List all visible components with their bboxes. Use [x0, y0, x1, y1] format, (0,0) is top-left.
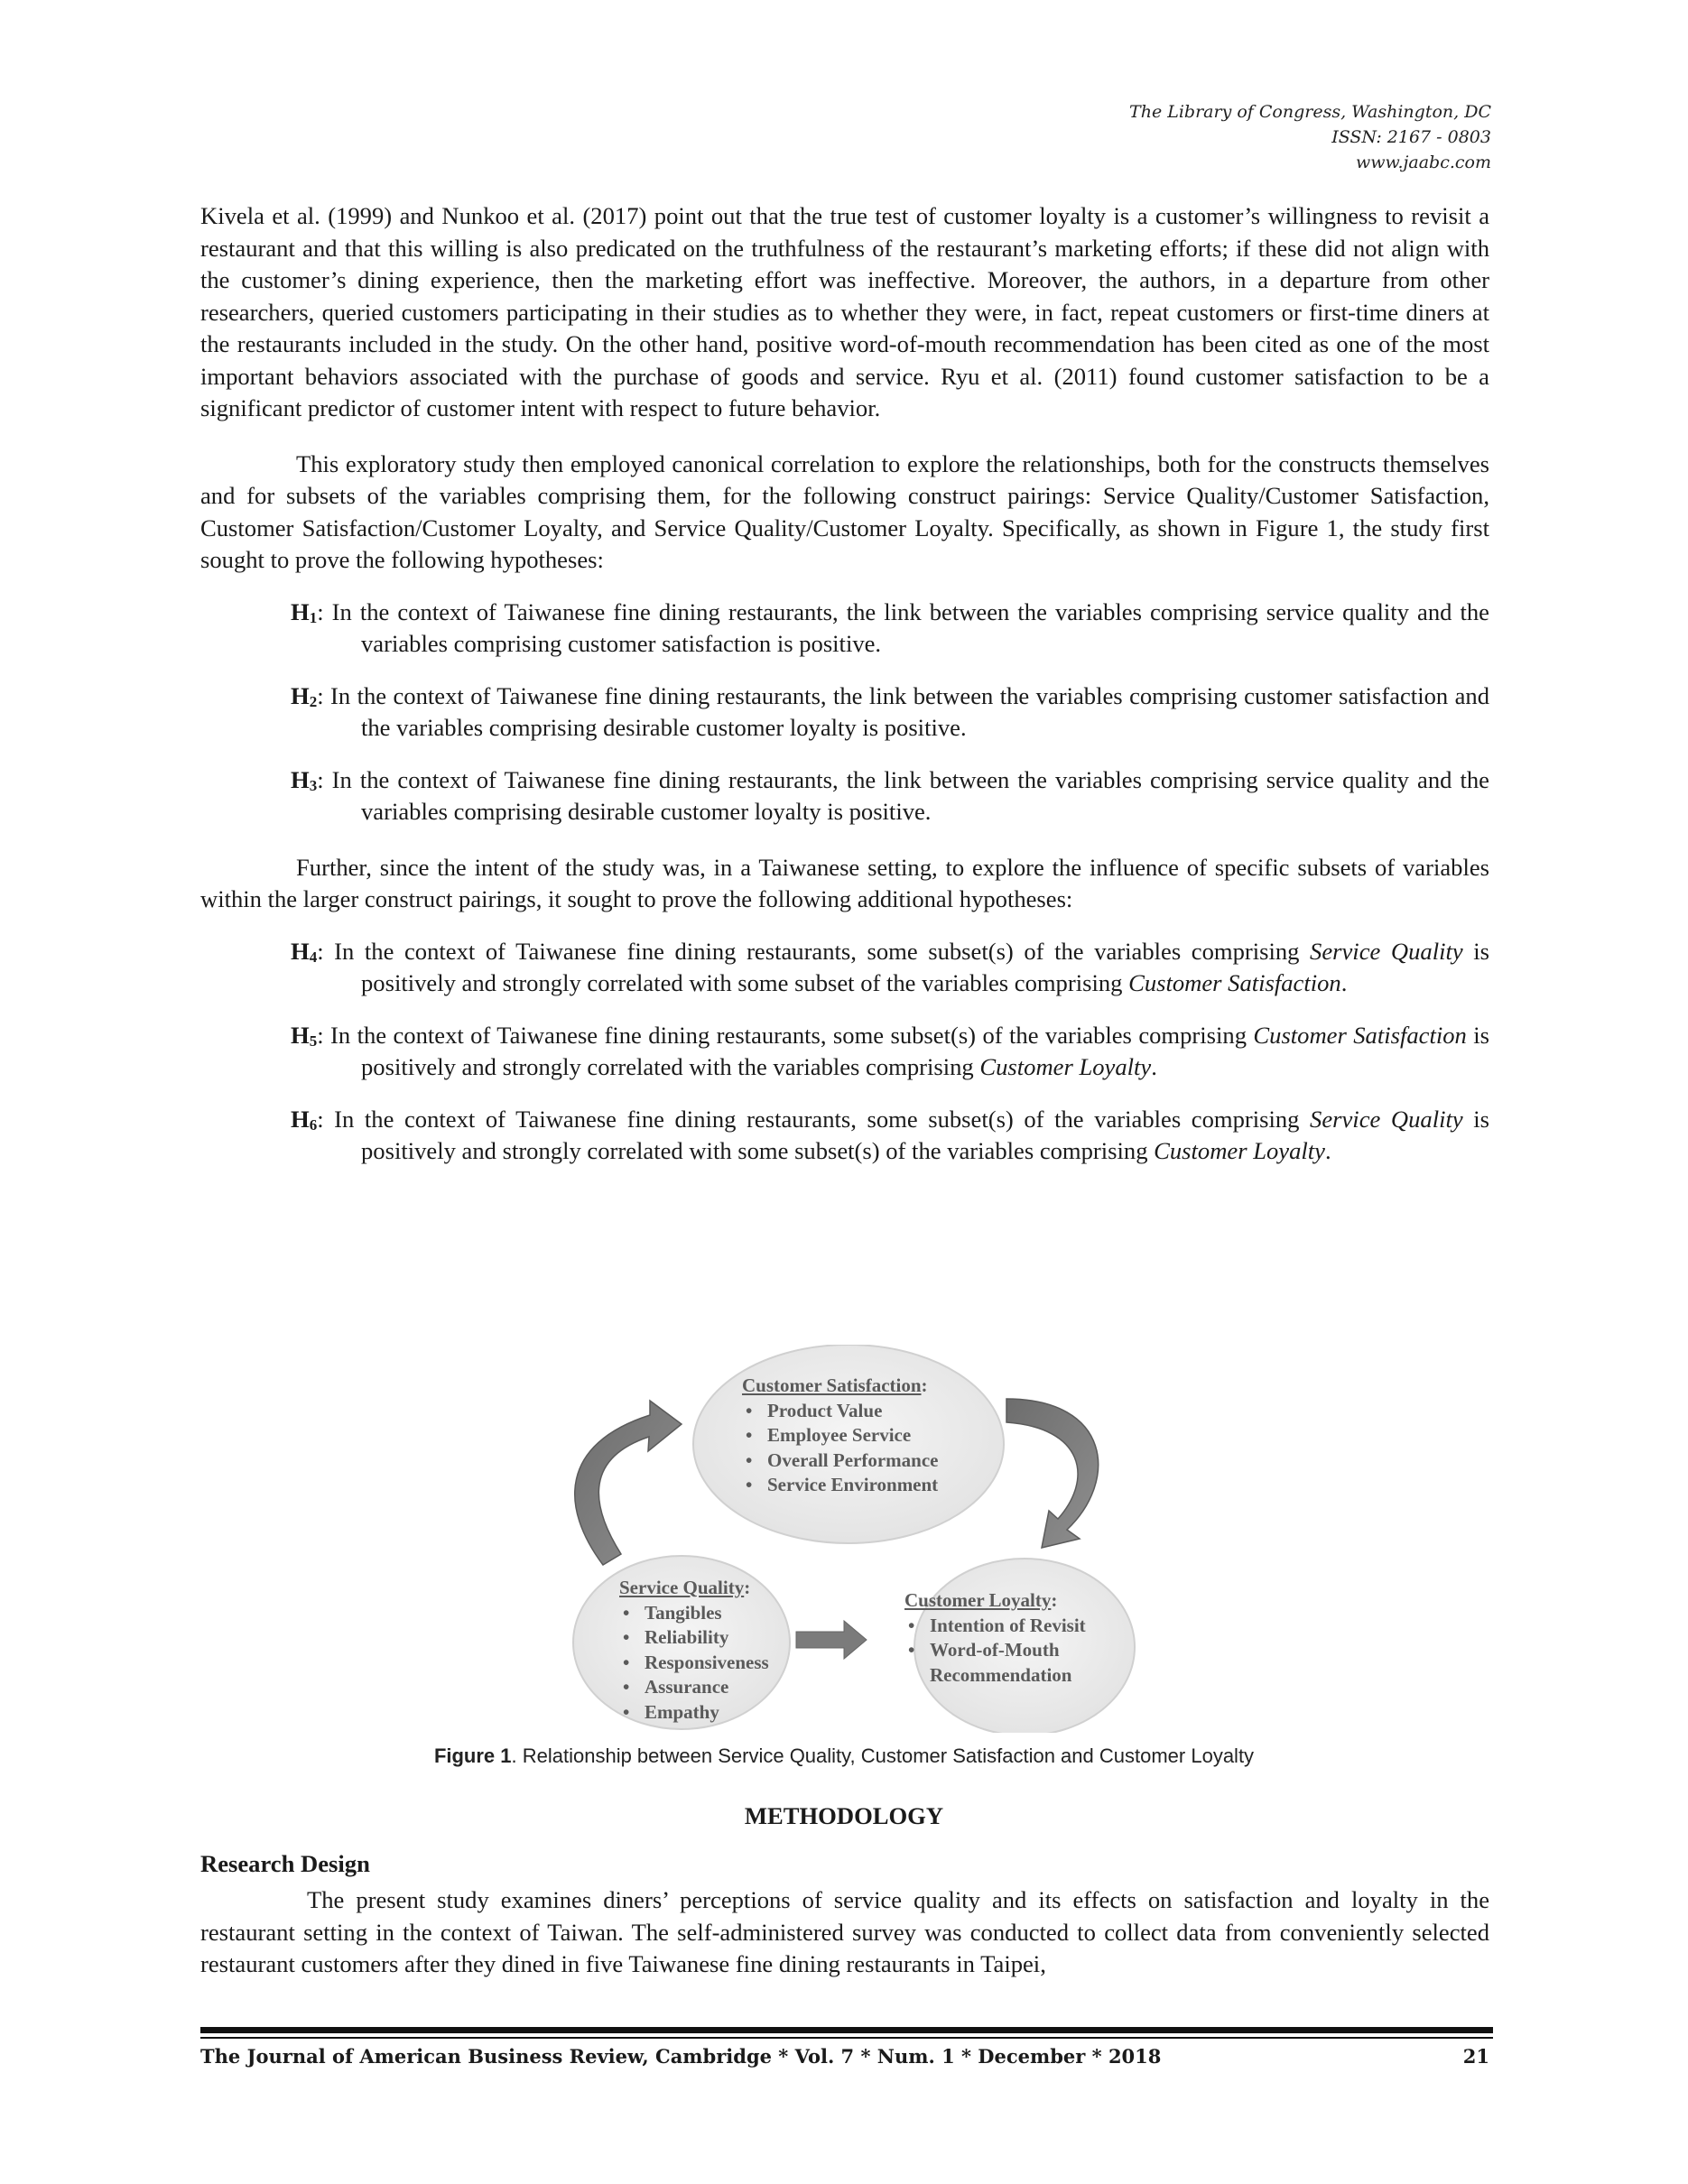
hypothesis-h5: $H_5$: In the context of Taiwanese fine dining restaurants, some subset(s) of the variables comprising Customer Satisfaction is positively and strongly correlated with the variables comprising Customer Loyalty. [291, 1021, 1490, 1080]
loyalty-title: Customer Loyalty [904, 1589, 1052, 1611]
methodology-body [200, 1884, 1489, 1981]
list-item: • Empathy [619, 1700, 769, 1726]
satisfaction-title: Customer Satisfaction [742, 1374, 922, 1396]
loyalty-box: Customer Loyalty: • Intention of Revisit • Word-of-Mouth Recommendation [904, 1588, 1099, 1688]
list-item: • Service Environment [742, 1473, 939, 1498]
subheading-research-design: Research Design [200, 1850, 370, 1877]
curved-arrow-right [1006, 1399, 1099, 1548]
list-item: • Reliability [619, 1625, 769, 1651]
list-item: • Overall Performance [742, 1448, 939, 1474]
loyalty-list [904, 1614, 1099, 1689]
list-item: • Responsiveness [619, 1651, 769, 1676]
footer-rule-thick [200, 2027, 1493, 2033]
list-item: • Employee Service [742, 1423, 939, 1448]
figure-caption-label: Figure 1 [433, 1744, 512, 1767]
section-heading-methodology: METHODOLOGY [744, 1802, 944, 1829]
list-item: • Intention of Revisit [904, 1614, 1099, 1639]
hypothesis-label: $H_5$ [291, 1021, 318, 1050]
list-item: • Tangibles [619, 1601, 769, 1626]
hypothesis-h2: $H_2$: In the context of Taiwanese fine dining restaurants, the link between the variables comprising customer satisfaction and the variables comprising desirable customer loyalty is positive. [291, 681, 1489, 741]
hypothesis-label: $H_4$ [291, 937, 318, 966]
hypothesis-h4: $H_4$: In the context of Taiwanese fine dining restaurants, some subset(s) of the variables comprising Service Quality is positively and strongly correlated with some subset of the variables comprising Customer Satisfaction. [291, 937, 1490, 996]
paragraph-loyalty-literature: Kivela et al. (1999) and Nunkoo et al. (2017) point out that the true test of customer loyalty is a customer’s willingness to revisit a restaurant and that this willing is also predicated on the truthfulness of the restaurant’s marketing efforts; if these did not align with the customer’s dining experience, then the marketing effort was ineffective. Moreover, the authors, in a departure from other researchers, queried customers participating in their studies as to whether they were, in fact, repeat customers or first-time diners at the restaurants included in the study. On the other hand, positive word-of-mouth recommendation has been cited as one of the most important behaviors associated with the purchase of goods and service. Ryu et al. (2011) found customer satisfaction to be a significant predictor of customer intent with respect to future behavior. [200, 202, 1489, 421]
quality-list [619, 1601, 769, 1726]
figure-caption [0, 1744, 1688, 1768]
hypothesis-h1: $H_1$: In the context of Taiwanese fine dining restaurants, the link between the variables comprising service quality and the variables comprising customer satisfaction is positive. [291, 597, 1489, 657]
list-item: • Word-of-Mouth Recommendation [904, 1638, 1099, 1688]
satisfaction-list [742, 1399, 939, 1498]
straight-arrow-center [796, 1621, 867, 1659]
header-line-library: The Library of Congress, Washington, DC [1129, 102, 1491, 122]
satisfaction-box: Customer Satisfaction: • Product Value • Employee Service • Overall Performance • Service Environment [742, 1374, 939, 1498]
quality-title: Service Quality [619, 1577, 745, 1598]
paragraph-study-design: This exploratory study then employed canonical correlation to explore the relationships, both for the constructs themselves and for subsets of the variables comprising them, for the following construct pairings: Service Quality/Customer Satisfaction, Customer Satisfaction/Customer Loyalty, and Service Quality/Customer Loyalty. Specifically, as shown in Figure 1, the study first sought to prove the following hypotheses: [200, 449, 1489, 573]
quality-box: Service Quality: • Tangibles • Reliability • Responsiveness • Assurance • Empathy [619, 1576, 769, 1725]
hypothesis-label: $H_1$ [291, 597, 318, 626]
paragraph-additional-hypotheses: Further, since the intent of the study was, in a Taiwanese setting, to explore the influence of specific subsets of variables within the larger construct pairings, it sought to prove the following additional hypotheses: [200, 853, 1489, 912]
curved-arrow-left [575, 1401, 682, 1565]
header-line-website: www.jaabc.com [1355, 153, 1491, 172]
running-header [1129, 99, 1491, 175]
figure-caption-text: . Relationship between Service Quality, Customer Satisfaction and Customer Loyalty [511, 1744, 1255, 1767]
paragraph-research-design: The present study examines diners’ perceptions of service quality and its effects on satisfaction and loyalty in the restaurant setting in the context of Taiwan. The self-administered survey was conducted to collect data from conveniently selected restaurant customers after they dined in five Taiwanese fine dining restaurants in Taipei, [200, 1886, 1489, 1977]
list-item: • Product Value [742, 1399, 939, 1424]
body-text [200, 200, 1489, 1168]
hypothesis-label: $H_2$ [291, 681, 318, 710]
footer-journal: The Journal of American Business Review, Cambridge * Vol. 7 * Num. 1 * December * 2018 [200, 2045, 1162, 2068]
figure-1-diagram [542, 1345, 1137, 1733]
page-number: 21 [1462, 2045, 1489, 2068]
hypothesis-label: $H_6$ [291, 1105, 318, 1134]
footer-rule-thin [200, 2037, 1493, 2039]
hypothesis-h3: $H_3$: In the context of Taiwanese fine dining restaurants, the link between the variables comprising service quality and the variables comprising desirable customer loyalty is positive. [291, 765, 1489, 825]
hypothesis-label: $H_3$ [291, 765, 318, 794]
list-item: • Assurance [619, 1675, 769, 1700]
header-line-issn: ISSN: 2167 - 0803 [1331, 127, 1491, 147]
running-footer [200, 2045, 1489, 2068]
hypothesis-h6: $H_6$: In the context of Taiwanese fine dining restaurants, some subset(s) of the variables comprising Service Quality is positively and strongly correlated with some subset(s) of the variables comprising Customer Loyalty. [291, 1105, 1490, 1164]
